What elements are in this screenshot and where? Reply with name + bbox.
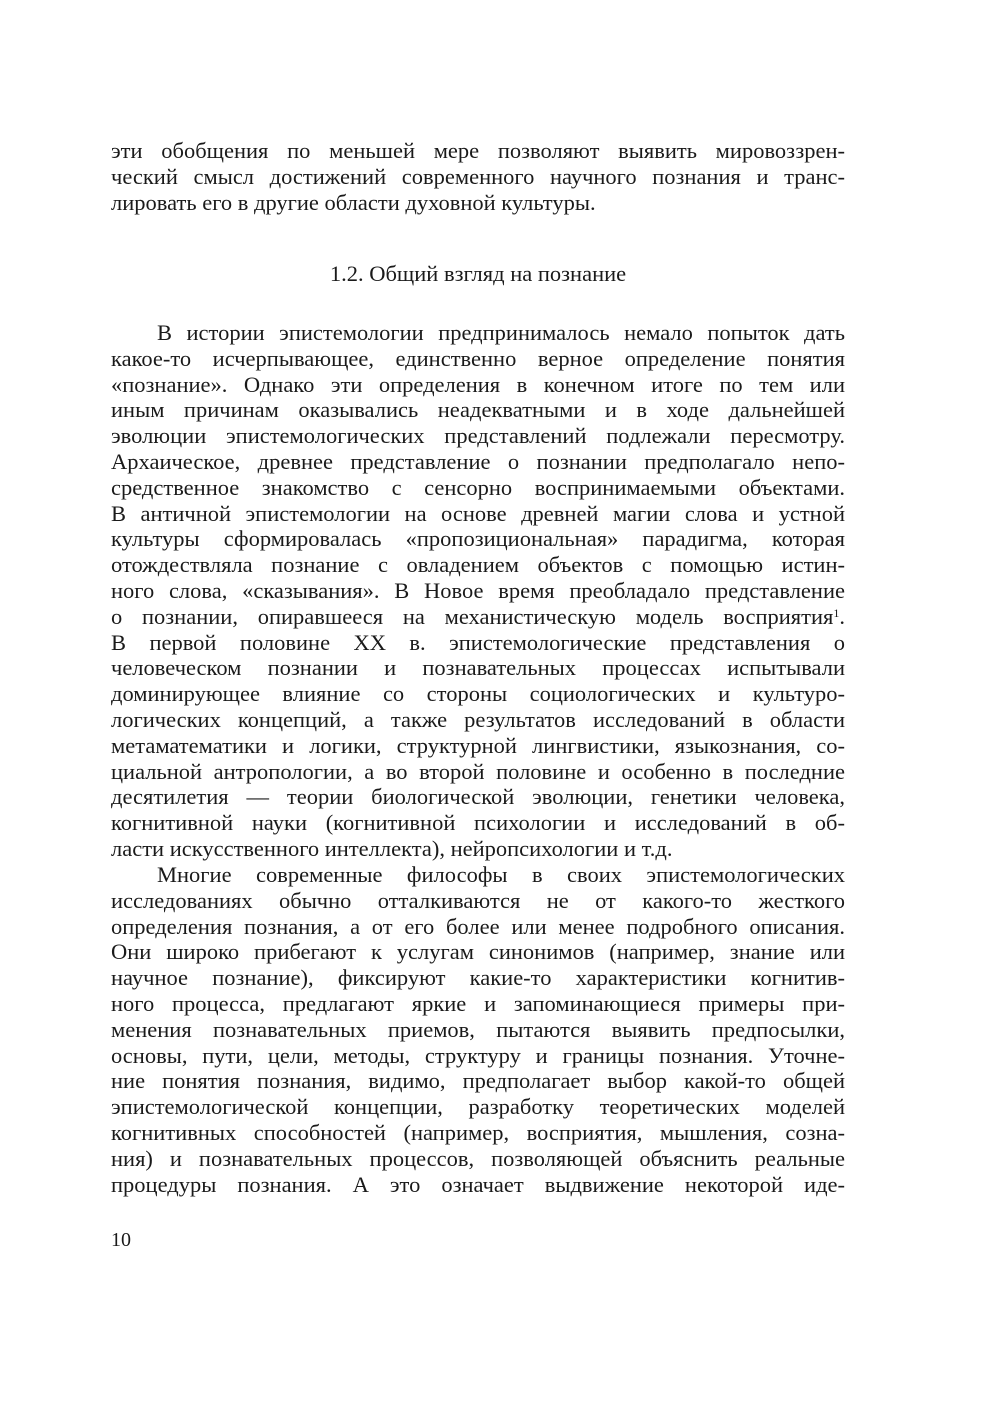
text-line: человеческом познании и познавательных процессах испытывали <box>111 655 845 681</box>
text-line: ласти искусственного интеллекта), нейропсихологии и т.д. <box>111 835 673 861</box>
text-line: когнитивных способностей (например, восприятия, мышления, созна- <box>111 1119 845 1145</box>
text-line: научное познание), фиксируют какие-то характеристики когнитив- <box>111 965 845 991</box>
text-line: «познание». Однако эти определения в конечном итоге по тем или <box>111 371 845 397</box>
text-line: средственное знакомство с сенсорно воспринимаемыми объектами. <box>111 474 845 500</box>
text-line: иным причинам оказывались неадекватными и в ходе дальнейшей <box>111 397 845 423</box>
text-line-content: о познании, опиравшееся на механистическую модель восприятия <box>111 603 834 629</box>
paragraph <box>111 862 845 1197</box>
section-heading: 1.2. Общий взгляд на познание <box>329 261 627 286</box>
footnote-marker[interactable]: 1 <box>833 605 840 620</box>
text-line: В истории эпистемологии предпринималось немало попыток дать <box>157 320 845 345</box>
text-line: лировать его в другие области духовной культуры. <box>111 189 596 215</box>
text-line: менения познавательных приемов, пытаются выявить предпосылки, <box>111 1016 845 1042</box>
text-line: Многие современные философы в своих эпистемологических <box>157 862 845 887</box>
text-line: ния) и познавательных процессов, позволяющей объяснить реальные <box>111 1145 845 1171</box>
continued-paragraph <box>111 138 845 215</box>
text-line: ние понятия познания, видимо, предполагает выбор какой-то общей <box>111 1068 845 1094</box>
text-line: культуры сформировалась «пропозициональная» парадигма, которая <box>111 526 845 552</box>
text-line: эти обобщения по меньшей мере позволяют выявить мировоззрен- <box>111 138 845 163</box>
footnote-trailing-punctuation: . <box>839 603 845 629</box>
text-line: когнитивной науки (когнитивной психологии и исследований в об- <box>111 810 845 836</box>
text-line: циальной антропологии, а во второй половине и особенно в последние <box>111 758 845 784</box>
text-line: логических концепций, а также результатов исследований в области <box>111 706 845 732</box>
text-line: ного слова, «сказывания». В Новое время преобладало представление <box>111 577 845 603</box>
text-line: Они широко прибегают к услугам синонимов (например, знание или <box>111 939 845 965</box>
text-line: эпистемологической концепции, разработку теоретических моделей <box>111 1094 845 1120</box>
text-line: В античной эпистемологии на основе древней магии слова и устной <box>111 500 845 526</box>
text-line: исследованиях обычно отталкиваются не от какого-то жесткого <box>111 887 845 913</box>
text-line: основы, пути, цели, методы, структуру и границы познания. Уточне- <box>111 1042 845 1068</box>
text-line: ного процесса, предлагают яркие и запоминающиеся примеры при- <box>111 990 845 1016</box>
text-line: процедуры познания. А это означает выдвижение некоторой иде- <box>111 1171 845 1197</box>
text-line: ческий смысл достижений современного научного познания и транс- <box>111 163 845 189</box>
text-line: В первой половине XX в. эпистемологические представления о <box>111 629 845 655</box>
text-line: определения познания, а от его более или менее подробного описания. <box>111 913 845 939</box>
text-line: десятилетия — теории биологической эволюции, генетики человека, <box>111 784 845 810</box>
text-line-with-footnote <box>111 604 845 630</box>
page-number: 10 <box>111 1229 131 1251</box>
text-line: Архаическое, древнее представление о познании предполагало непо- <box>111 448 845 474</box>
text-line: эволюции эпистемологических представлений подлежали пересмотру. <box>111 423 845 449</box>
text-line: какое-то исчерпывающее, единственно верное определение понятия <box>111 345 845 371</box>
text-line: метаматематики и логики, структурной лингвистики, языкознания, со- <box>111 732 845 758</box>
text-line: отождествляла познание с овладением объектов с помощью истин- <box>111 552 845 578</box>
paragraph <box>111 320 845 862</box>
text-line: доминирующее влияние со стороны социологических и культуро- <box>111 681 845 707</box>
